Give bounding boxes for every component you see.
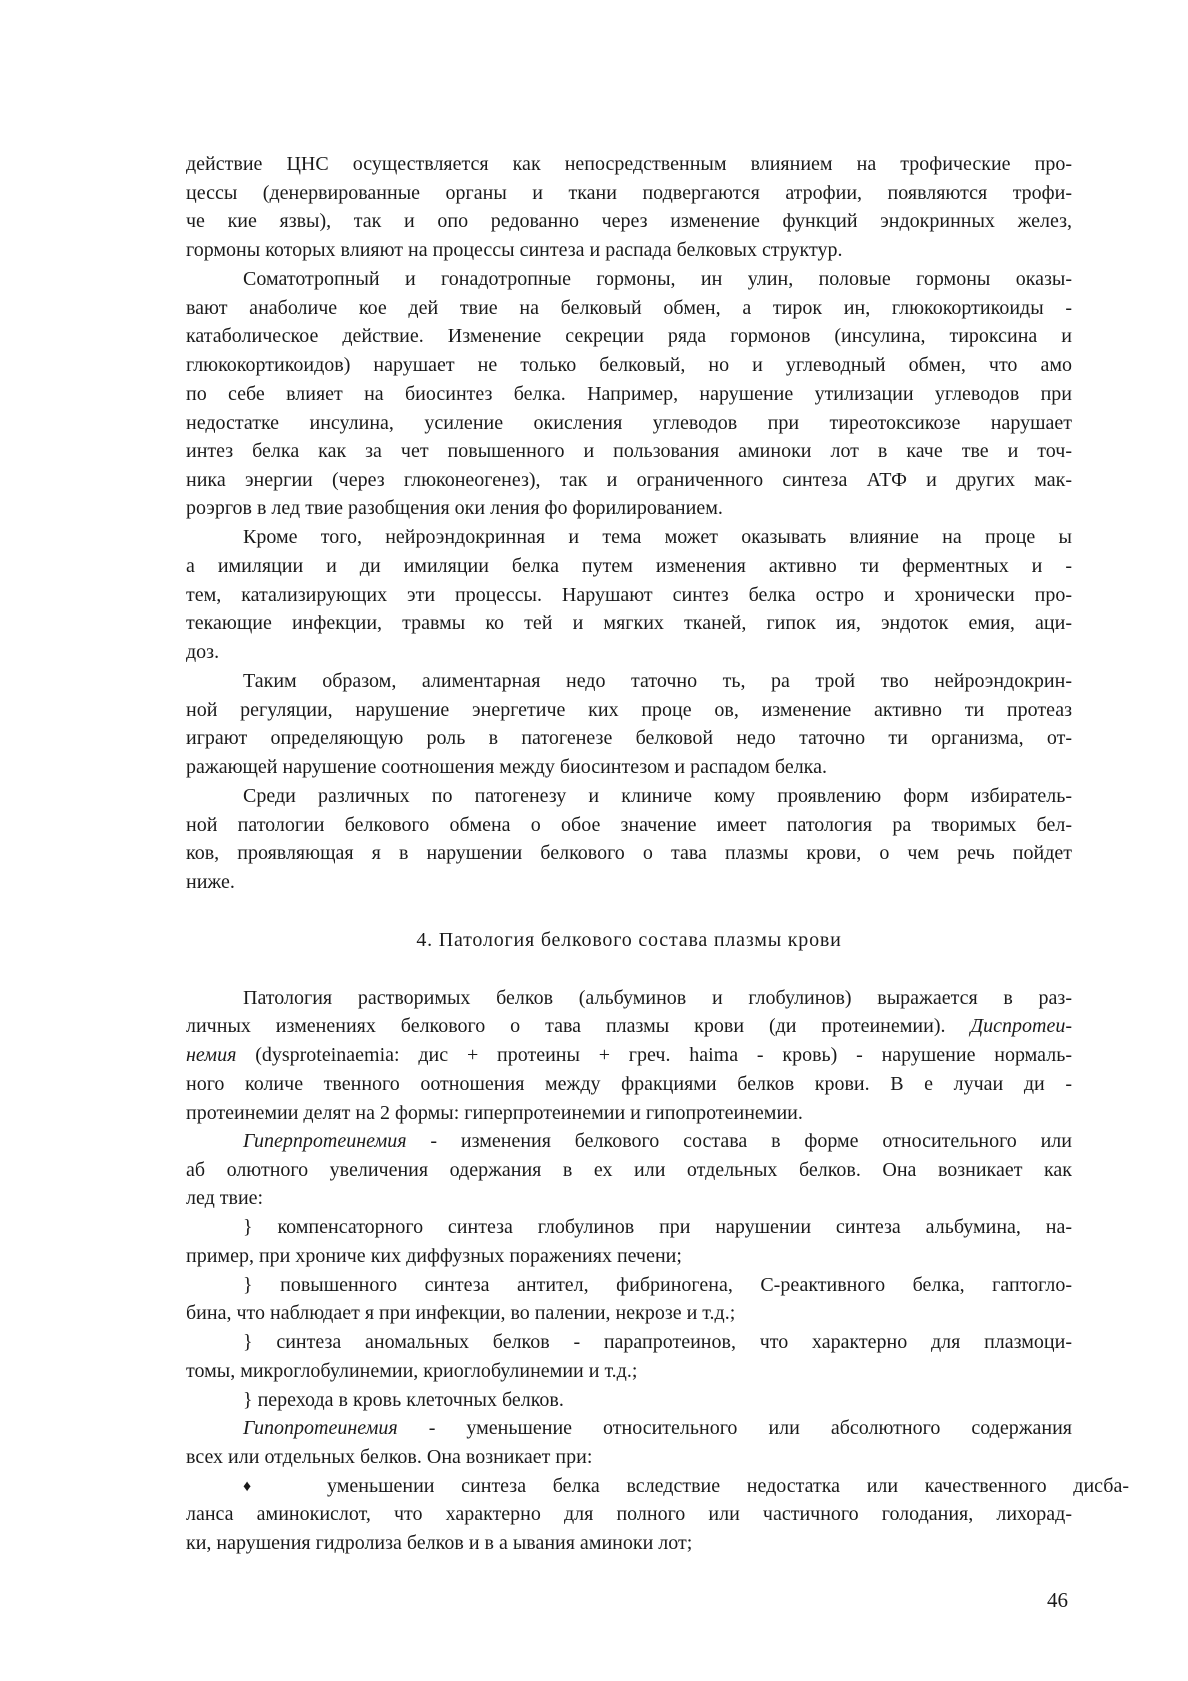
text-line: че кие язвы), так и опо редованно через изменение функций эндокринных желез,	[186, 210, 1072, 232]
text-line: протеинемии делят на 2 формы: гиперпротеинемии и гипопротеинемии.	[186, 1102, 803, 1124]
term-italic: Гиперпротеинемия	[243, 1130, 407, 1152]
text-line	[243, 1414, 1072, 1443]
text-line	[186, 1041, 1072, 1070]
list-item-line: } повышенного синтеза антител, фибриногена, С-реактивного белка, гаптогло-	[243, 1274, 1072, 1296]
text-line: Таким образом, алиментарная недо таточно ть, ра трой тво нейроэндокрин-	[243, 670, 1072, 692]
text-line: Кроме того, нейроэндокринная и тема может оказывать влияние на проце ы	[243, 526, 1072, 548]
text-line: ной регуляции, нарушение энергетиче ких проце ов, изменение активно ти протеаз	[186, 699, 1072, 721]
text-line: катаболическое действие. Изменение секреции ряда гормонов (инсулина, тироксина и	[186, 325, 1072, 347]
page-number: 46	[1047, 1588, 1068, 1612]
term-italic: Диспротеи-	[970, 1015, 1073, 1037]
text-line: томы, микроглобулинемии, криоглобулинемии и т.д.;	[186, 1360, 638, 1382]
text-line: гормоны которых влияют на процессы синтеза и распада белковых структур.	[186, 239, 843, 261]
text-line: ниже.	[186, 871, 235, 893]
text-line: играют определяющую роль в патогенезе белковой недо таточно ти организма, от-	[186, 727, 1072, 749]
text-line: ника энергии (через глюконеогенез), так и ограниченного синтеза АТФ и других мак-	[186, 469, 1072, 491]
text-line	[186, 1012, 1072, 1041]
list-item-line: } перехода в кровь клеточных белков.	[243, 1389, 564, 1411]
text-line: доз.	[186, 641, 220, 663]
text-line: бина, что наблюдает я при инфекции, во палении, некрозе и т.д.;	[186, 1302, 736, 1324]
text-line: действие ЦНС осуществляется как непосредственным влиянием на трофические про-	[186, 153, 1072, 175]
text-line: Соматотропный и гонадотропные гормоны, ин улин, половые гормоны оказы-	[243, 268, 1072, 290]
text-line: роэргов в лед твие разобщения оки ления фо форилированием.	[186, 497, 723, 519]
text-line: всех или отдельных белков. Она возникает при:	[186, 1446, 593, 1468]
text-line: по себе влияет на биосинтез белка. Например, нарушение утилизации углеводов при	[186, 383, 1072, 405]
list-item-line: } синтеза аномальных белков - парапротеинов, что характерно для плазмоци-	[243, 1331, 1072, 1353]
text-line: лед твие:	[186, 1187, 264, 1209]
term-italic: Гипопротеинемия	[243, 1417, 398, 1439]
text-line: недостатке инсулина, усиление окисления углеводов при тиреотоксикозе нарушает	[186, 412, 1072, 434]
text-line: пример, при хрониче ких диффузных поражениях печени;	[186, 1245, 682, 1267]
text-line: ной патологии белкового обмена о обое значение имеет патология ра творимых бел-	[186, 814, 1072, 836]
text-line: ков, проявляющая я в нарушении белкового о тава плазмы крови, о чем речь пойдет	[186, 842, 1072, 864]
text-line: глюкокортикоидов) нарушает не только белковый, но и углеводный обмен, что амо	[186, 354, 1072, 376]
text-line: Среди различных по патогенезу и клиниче кому проявлению форм избиратель-	[243, 785, 1072, 807]
section-heading: 4. Патология белкового состава плазмы крови	[416, 929, 842, 951]
text-line: ланса аминокислот, что характерно для полного или частичного голодания, лихорад-	[186, 1503, 1072, 1525]
text-line: ки, нарушения гидролиза белков и в а ывания аминоки лот;	[186, 1532, 693, 1554]
text-line: тем, катализирующих эти процессы. Нарушают синтез белка остро и хронически про-	[186, 584, 1072, 606]
text-line: ного количе твенного оотношения между фракциями белков крови. В е лучаи ди -	[186, 1073, 1072, 1095]
term-italic: немия	[186, 1044, 237, 1066]
text-line: Патология растворимых белков (альбуминов и глобулинов) выражается в раз-	[243, 987, 1072, 1009]
text-line: интез белка как за чет повышенного и пользования аминоки лот в каче тве и точ-	[186, 440, 1072, 462]
text-line: вают анаболиче кое дей твие на белковый обмен, а тирок ин, глюкокортикоиды -	[186, 297, 1072, 319]
text-line: цессы (денервированные органы и ткани подвергаются атрофии, появляются трофи-	[186, 182, 1072, 204]
text-line: ражающей нарушение соотношения между биосинтезом и распадом белка.	[186, 756, 827, 778]
text-line: текающие инфекции, травмы ко тей и мягких тканей, гипок ия, эндоток емия, аци-	[186, 612, 1072, 634]
list-item-line: уменьшении синтеза белка вследствие недостатка или качественного дисба-	[327, 1475, 1129, 1497]
list-item-line: } компенсаторного синтеза глобулинов при нарушении синтеза альбумина, на-	[243, 1216, 1072, 1238]
text-span: - изменения белкового состава в форме относительного или	[406, 1130, 1072, 1152]
text-span: - уменьшение относительного или абсолютного содержания	[397, 1417, 1072, 1439]
text-line	[243, 1127, 1072, 1156]
text-span: личных изменениях белкового о тава плазмы крови (ди протеинемии).	[186, 1015, 946, 1037]
text-line: аб олютного увеличения одержания в ех или отдельных белков. Она возникает как	[186, 1159, 1072, 1181]
text-line: а имиляции и ди имиляции белка путем изменения активно ти ферментных и -	[186, 555, 1072, 577]
text-span: (dysproteinaemia: дис + протеины + греч. haima - кровь) - нарушение нормаль-	[255, 1044, 1073, 1066]
diamond-bullet-icon: ♦	[243, 1478, 252, 1495]
